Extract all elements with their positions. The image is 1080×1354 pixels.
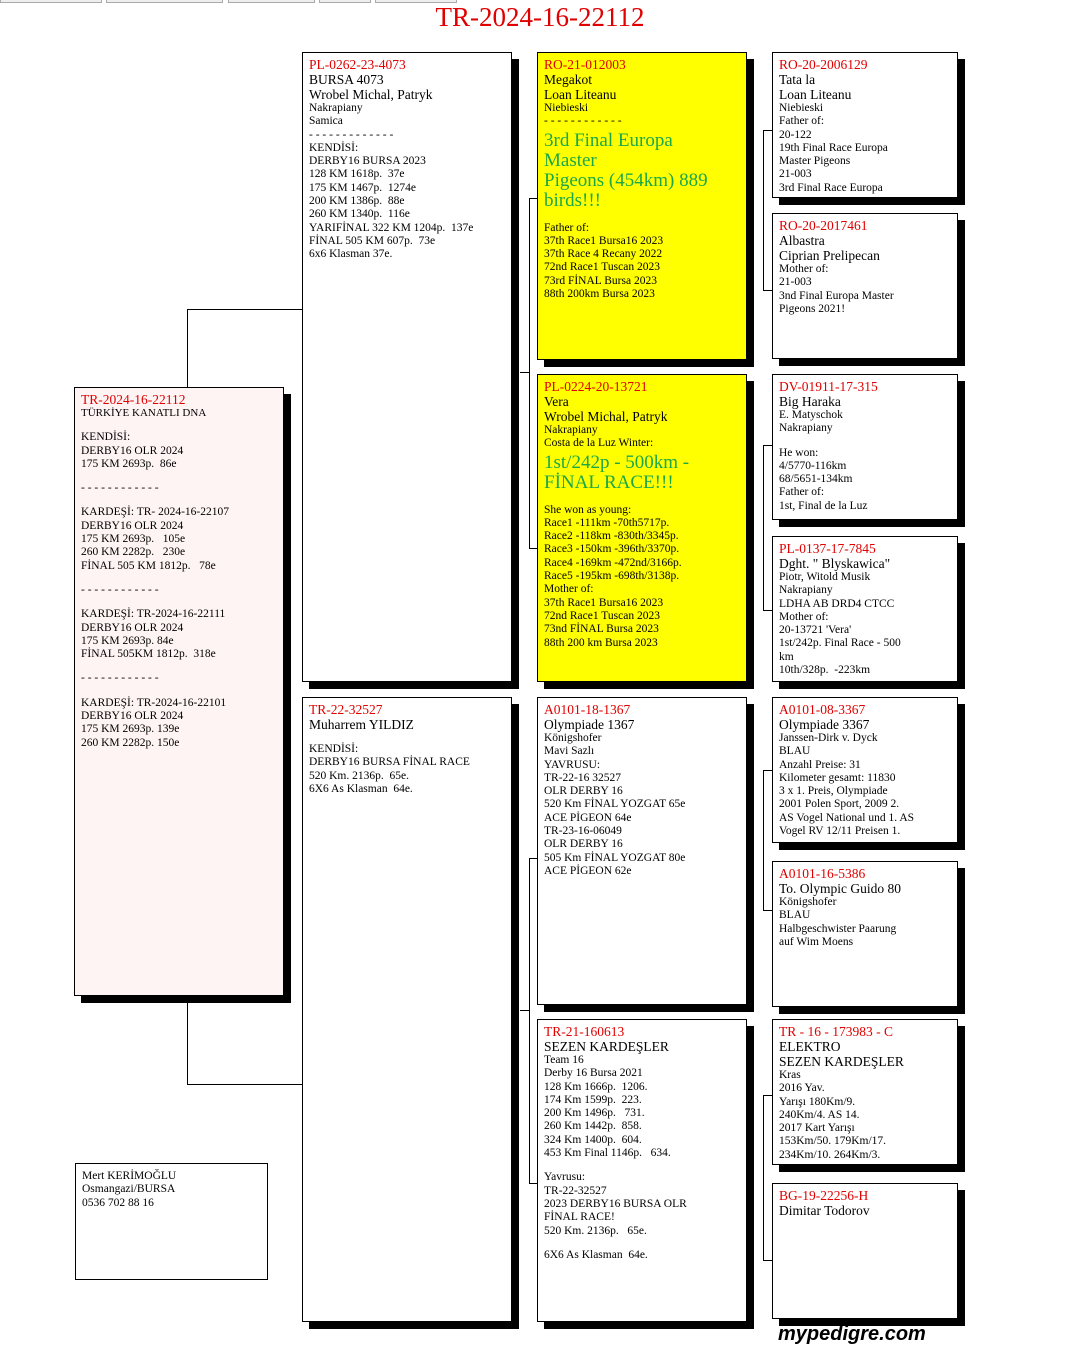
text-line: ACE PİGEON 64e	[544, 811, 632, 824]
connector-line	[763, 290, 772, 291]
text-line: ACE PİGEON 62e	[544, 864, 632, 877]
text-line: 73nd FİNAL Bursa 2023	[544, 623, 659, 636]
text-line: Nakrapiany	[544, 424, 598, 436]
text-line: 3 x 1. Preis, Olympiade	[779, 785, 888, 798]
text-line: 3rd Final Europa	[544, 129, 673, 151]
text-line: Mavi Sazlı	[544, 745, 595, 758]
text-line: 68/5651-134km	[779, 473, 853, 486]
connector-line	[529, 858, 530, 1183]
bird-name	[779, 72, 951, 102]
text-line: To. Olympic Guido 80	[779, 881, 902, 896]
text-line: She won as young:	[544, 503, 632, 516]
text-line	[81, 471, 277, 482]
connector-line	[529, 198, 537, 199]
text-line: 520 Km FİNAL YOZGAT 65e	[544, 798, 686, 811]
bird-details	[544, 493, 740, 650]
text-line: 520 Km. 2136p. 65e.	[309, 769, 409, 782]
text-line: Vogel RV 12/11 Preisen 1.	[779, 825, 901, 838]
bird-name	[309, 72, 505, 102]
highlight-text	[544, 131, 740, 211]
text-line: - - - - - - - - - - - -	[81, 583, 159, 596]
connector-line	[763, 770, 764, 910]
dam-dam-card	[537, 1019, 747, 1322]
text-line: 1st/242p. Final Race - 500	[779, 637, 901, 650]
bird-name	[779, 881, 951, 896]
text-line: He won:	[779, 446, 819, 459]
text-line: KARDEŞİ: TR-2024-16-22101	[81, 696, 227, 709]
text-line	[81, 573, 277, 584]
dam-card	[302, 697, 512, 1322]
text-line: Osmangazi/BURSA	[82, 1183, 176, 1196]
text-line: Mother of:	[544, 583, 594, 596]
connector-line	[763, 445, 772, 446]
bird-details	[779, 896, 951, 949]
text-line: DERBY16 OLR 2024	[81, 710, 184, 723]
text-line: Mother of:	[779, 610, 829, 623]
text-line: DERBY16 OLR 2024	[81, 519, 184, 532]
text-line: 200 Km 1496p. 731.	[544, 1107, 645, 1120]
connector-line	[763, 1095, 764, 1260]
text-line	[779, 436, 951, 447]
text-line: Race2 -118km -830th/3345p.	[544, 530, 679, 543]
text-line: 19th Final Race Europa	[779, 141, 888, 154]
dd-dam-card	[772, 1183, 958, 1319]
text-line: 88th 200km Bursa 2023	[544, 288, 655, 301]
text-line: KENDİSİ:	[81, 431, 131, 444]
ring-number: TR-21-160613	[544, 1024, 625, 1039]
text-line: 324 Km 1400p. 604.	[544, 1133, 642, 1146]
text-line: Race3 -150km -396th/3370p.	[544, 543, 680, 556]
bird-name	[779, 1203, 951, 1218]
text-line: 2023 DERBY16 BURSA OLR	[544, 1197, 687, 1210]
text-line: Wrobel Michal, Patryk	[309, 87, 433, 102]
dd-sire-card	[772, 1019, 958, 1165]
connector-line	[529, 548, 537, 549]
text-line: Father of:	[779, 486, 825, 499]
text-line	[544, 211, 740, 222]
text-line: Halbgeschwister Paarung	[779, 922, 897, 935]
text-line: Wrobel Michal, Patryk	[544, 409, 668, 424]
ss-sire-card	[772, 52, 958, 198]
bird-details	[81, 420, 277, 750]
text-line: Niebieski	[544, 102, 589, 114]
sire-card	[302, 52, 512, 682]
text-line: Father of:	[779, 115, 825, 128]
text-line: Vera	[544, 394, 569, 409]
ring-number: A0101-16-5386	[779, 866, 866, 881]
text-line: DERBY16 OLR 2024	[81, 444, 184, 457]
text-line: km	[779, 650, 794, 663]
text-line: ELEKTRO	[779, 1039, 841, 1054]
text-line: - - - - - - - - - - - - -	[309, 128, 394, 141]
text-line: BLAU	[779, 909, 811, 922]
text-line: Kras	[779, 1069, 801, 1081]
text-line: Janssen-Dirk v. Dyck	[779, 732, 878, 744]
text-line: Father of:	[544, 221, 590, 234]
ds-sire-card	[772, 697, 958, 843]
text-line: 37th Race1 Bursa16 2023	[544, 596, 664, 609]
text-line: 128 Km 1666p. 1206.	[544, 1080, 648, 1093]
text-line: Race1 -111km -70th5717p.	[544, 516, 670, 529]
text-line: Nakrapiany	[309, 102, 363, 114]
text-line: KENDİSİ:	[309, 743, 359, 755]
text-line: birds!!!	[544, 189, 601, 211]
site-watermark: mypedigre.com	[778, 1323, 926, 1345]
sire-sire-card	[537, 52, 747, 360]
owner-card	[75, 1163, 268, 1280]
bird-name	[544, 394, 740, 424]
ring-number: RO-21-012003	[544, 57, 626, 72]
text-line: Königshofer	[779, 896, 837, 908]
text-line: auf Wim Moens	[779, 935, 854, 948]
text-line: YARIFİNAL 322 KM 1204p. 137e	[309, 221, 474, 234]
text-line: 2017 Kart Yarışı	[779, 1122, 855, 1135]
text-line: Muharrem YILDIZ	[309, 717, 414, 732]
text-line: SEZEN KARDEŞLER	[779, 1054, 904, 1069]
bird-name	[309, 717, 505, 732]
bird-name	[544, 1039, 740, 1054]
text-line: FİNAL RACE!!!	[544, 471, 674, 493]
bird-details	[779, 1069, 951, 1162]
text-line: Master	[544, 149, 597, 171]
sd-sire-card	[772, 374, 958, 520]
text-line: 4/5770-116km	[779, 459, 847, 472]
ring-number: PL-0262-23-4073	[309, 57, 406, 72]
text-line: BLAU	[779, 745, 811, 758]
text-line	[81, 420, 277, 431]
text-line: OLR DERBY 16	[544, 785, 623, 798]
text-line: 6X6 As Klasman 64e.	[544, 1248, 648, 1261]
ring-number: PL-0137-17-7845	[779, 541, 876, 556]
text-line: 72nd Race1 Tuscan 2023	[544, 609, 660, 622]
highlight-text	[544, 453, 740, 493]
text-line: 10th/328p. -223km	[779, 664, 871, 677]
text-line: Niebieski	[779, 102, 824, 114]
ring-number: PL-0224-20-13721	[544, 379, 648, 394]
text-line: 3rd Final Race Europa	[779, 181, 883, 194]
text-line: 260 KM 1340p. 116e	[309, 208, 410, 221]
text-line: LDHA AB DRD4 CTCC	[779, 597, 895, 610]
text-line: Nakrapiany	[779, 422, 833, 435]
text-line: Pigeons 2021!	[779, 302, 846, 315]
text-line: 453 Km Final 1146p. 634.	[544, 1147, 671, 1160]
text-line: 6x6 Klasman 37e.	[309, 248, 393, 261]
text-line: Yavrusu:	[544, 1171, 586, 1184]
bird-details	[544, 1054, 740, 1262]
text-line: 21-003	[779, 168, 812, 181]
text-line	[81, 495, 277, 506]
connector-line	[763, 770, 772, 771]
connector-line	[187, 1084, 302, 1085]
bird-details	[779, 409, 951, 513]
text-line	[544, 1160, 740, 1171]
subject-bird-card	[74, 387, 284, 996]
sire-dam-card	[537, 374, 747, 682]
text-line: 128 KM 1618p. 37e	[309, 168, 405, 181]
bird-details	[544, 102, 740, 129]
connector-line	[187, 309, 302, 310]
connector-line	[763, 130, 772, 131]
text-line: Loan Liteanu	[779, 87, 852, 102]
text-line: Team 16	[544, 1054, 584, 1066]
text-line: 20-13721 'Vera'	[779, 624, 852, 637]
text-line: 153Km/50. 179Km/17.	[779, 1135, 887, 1148]
text-line: SEZEN KARDEŞLER	[544, 1039, 669, 1054]
text-line: 2001 Polen Sport, 2009 2.	[779, 798, 900, 811]
text-line: Dght. " Blyskawica"	[779, 556, 891, 571]
text-line: 6X6 As Klasman 64e.	[309, 782, 413, 795]
text-line: Yarışı 180Km/9.	[779, 1095, 856, 1108]
ring-number: TR-22-32527	[309, 702, 383, 717]
connector-line	[529, 1183, 537, 1184]
text-line: FİNAL 505 KM 1812p. 78e	[81, 559, 216, 572]
ring-number: RO-20-2017461	[779, 218, 868, 233]
text-line: Olympiade 1367	[544, 717, 635, 732]
text-line: 88th 200 km Bursa 2023	[544, 636, 658, 649]
ss-dam-card	[772, 213, 958, 359]
text-line: Pigeons (454km) 889	[544, 169, 708, 191]
dam-sire-card	[537, 697, 747, 1005]
text-line: 200 KM 1386p. 88e	[309, 195, 405, 208]
text-line: Piotr, Witold Musik	[779, 571, 871, 583]
text-line: Dimitar Todorov	[779, 1203, 870, 1218]
text-line	[81, 686, 277, 697]
text-line: TR-22-16 32527	[544, 771, 621, 784]
text-line: 37th Race1 Bursa16 2023	[544, 234, 664, 247]
text-line: 72nd Race1 Tuscan 2023	[544, 261, 660, 274]
sd-dam-card	[772, 536, 958, 682]
text-line	[81, 597, 277, 608]
ring-number: A0101-08-3367	[779, 702, 866, 717]
bird-details	[779, 571, 951, 677]
bird-name	[544, 717, 740, 732]
text-line	[81, 661, 277, 672]
text-line	[544, 493, 740, 504]
connector-line	[520, 372, 529, 373]
owner-details	[82, 1170, 261, 1210]
text-line: Race4 -169km -472nd/3166p.	[544, 556, 682, 569]
bird-details	[779, 732, 951, 838]
ring-number: DV-01911-17-315	[779, 379, 878, 394]
text-line: Tata la	[779, 72, 816, 87]
bird-details	[779, 263, 951, 316]
connector-line	[763, 610, 772, 611]
text-line: 175 KM 2693p. 105e	[81, 533, 186, 546]
text-line: YAVRUSU:	[544, 758, 601, 771]
bird-details	[544, 732, 740, 878]
text-line: - - - - - - - - - - - -	[544, 115, 622, 128]
text-line: 260 Km 1442p. 858.	[544, 1120, 642, 1133]
text-line: KARDEŞİ: TR-2024-16-22111	[81, 608, 226, 621]
text-line: Mother of:	[779, 263, 829, 275]
text-line: TR-23-16-06049	[544, 825, 622, 838]
text-line: AS Vogel National und 1. AS	[779, 811, 915, 824]
text-line: FİNAL RACE!	[544, 1211, 615, 1224]
text-line: - - - - - - - - - - - -	[81, 672, 159, 685]
bird-details	[309, 732, 505, 796]
text-line: TR-22-32527	[544, 1184, 607, 1197]
bird-details	[544, 211, 740, 302]
text-line: 175 KM 2693p. 86e	[81, 457, 177, 470]
text-line: KENDİSİ:	[309, 141, 359, 154]
text-line: 175 KM 2693p. 139e	[81, 723, 180, 736]
text-line: - - - - - - - - - - - -	[81, 482, 159, 495]
connector-line	[763, 910, 772, 911]
text-line: Loan Liteanu	[544, 87, 617, 102]
bird-details	[779, 102, 951, 195]
text-line: Costa de la Luz Winter:	[544, 437, 654, 450]
ring-number: BG-19-22256-H	[779, 1188, 869, 1203]
connector-line	[763, 1095, 772, 1096]
text-line: BURSA 4073	[309, 72, 384, 87]
connector-line	[529, 858, 537, 859]
text-line: Mert KERİMOĞLU	[82, 1170, 177, 1182]
connector-line	[763, 130, 764, 290]
text-line: Nakrapiany	[779, 584, 833, 597]
ring-number: RO-20-2006129	[779, 57, 868, 72]
bird-name	[544, 72, 740, 102]
text-line: E. Matyschok	[779, 409, 843, 421]
text-line: Master Pigeons	[779, 155, 851, 168]
text-line: 260 KM 2282p. 150e	[81, 736, 180, 749]
bird-name: TÜRKİYE KANATLI DNA	[81, 407, 207, 419]
text-line: Anzahl Preise: 31	[779, 758, 861, 771]
connector-line	[763, 1260, 772, 1261]
bird-details	[544, 424, 740, 451]
text-line: 175 KM 2693p. 84e	[81, 634, 174, 647]
text-line: 175 KM 1467p. 1274e	[309, 181, 417, 194]
text-line	[309, 732, 505, 743]
text-line: Big Haraka	[779, 394, 841, 409]
text-line: 260 KM 2282p. 230e	[81, 546, 186, 559]
connector-line	[187, 309, 188, 387]
ring-number: TR - 16 - 173983 - C	[779, 1024, 893, 1039]
text-line: Kilometer gesamt: 11830	[779, 771, 896, 784]
text-line: 174 Km 1599p. 223.	[544, 1093, 642, 1106]
text-line: Albastra	[779, 233, 825, 248]
text-line	[544, 1238, 740, 1249]
text-line: Königshofer	[544, 732, 602, 744]
bird-name	[779, 394, 951, 409]
text-line: 234Km/10. 264Km/3.	[779, 1148, 881, 1161]
text-line: Olympiade 3367	[779, 717, 870, 732]
text-line: FİNAL 505 KM 607p. 73e	[309, 234, 436, 247]
text-line: Derby 16 Bursa 2021	[544, 1067, 643, 1080]
text-line: Megakot	[544, 72, 592, 87]
ds-dam-card	[772, 861, 958, 1007]
text-line: 520 Km. 2136p. 65e.	[544, 1224, 647, 1237]
text-line: DERBY16 BURSA FİNAL RACE	[309, 756, 470, 769]
text-line: 505 Km FİNAL YOZGAT 80e	[544, 851, 686, 864]
ring-number: TR-2024-16-22112	[81, 392, 186, 407]
text-line: 21-003	[779, 276, 812, 289]
text-line: 2016 Yav.	[779, 1082, 825, 1095]
text-line: OLR DERBY 16	[544, 838, 623, 851]
text-line: Race5 -195km -698th/3138p.	[544, 570, 680, 583]
text-line: 1st/242p - 500km -	[544, 451, 690, 473]
text-line: Ciprian Prelipecan	[779, 248, 880, 263]
connector-line	[763, 445, 764, 610]
page-title: TR-2024-16-22112	[435, 2, 645, 32]
text-line: 1st, Final de la Luz	[779, 499, 868, 512]
connector-line	[187, 996, 188, 1084]
bird-name	[779, 233, 951, 263]
bird-name	[779, 556, 951, 571]
text-line: Samica	[309, 115, 343, 128]
text-line: 0536 702 88 16	[82, 1196, 154, 1209]
text-line: 240Km/4. AS 14.	[779, 1108, 860, 1121]
ring-number: A0101-18-1367	[544, 702, 631, 717]
text-line: FİNAL 505KM 1812p. 318e	[81, 648, 216, 661]
connector-line	[529, 198, 530, 548]
text-line: KARDEŞİ: TR- 2024-16-22107	[81, 506, 230, 519]
text-line: 37th Race 4 Recany 2022	[544, 248, 663, 261]
text-line: 73rd FİNAL Bursa 2023	[544, 274, 657, 287]
text-line: 20-122	[779, 128, 812, 141]
bird-name	[779, 1039, 951, 1069]
text-line: DERBY16 BURSA 2023	[309, 155, 426, 168]
text-line: 3nd Final Europa Master	[779, 289, 894, 302]
bird-name	[779, 717, 951, 732]
text-line: DERBY16 OLR 2024	[81, 621, 184, 634]
bird-details	[309, 102, 505, 262]
connector-line	[520, 1010, 529, 1011]
